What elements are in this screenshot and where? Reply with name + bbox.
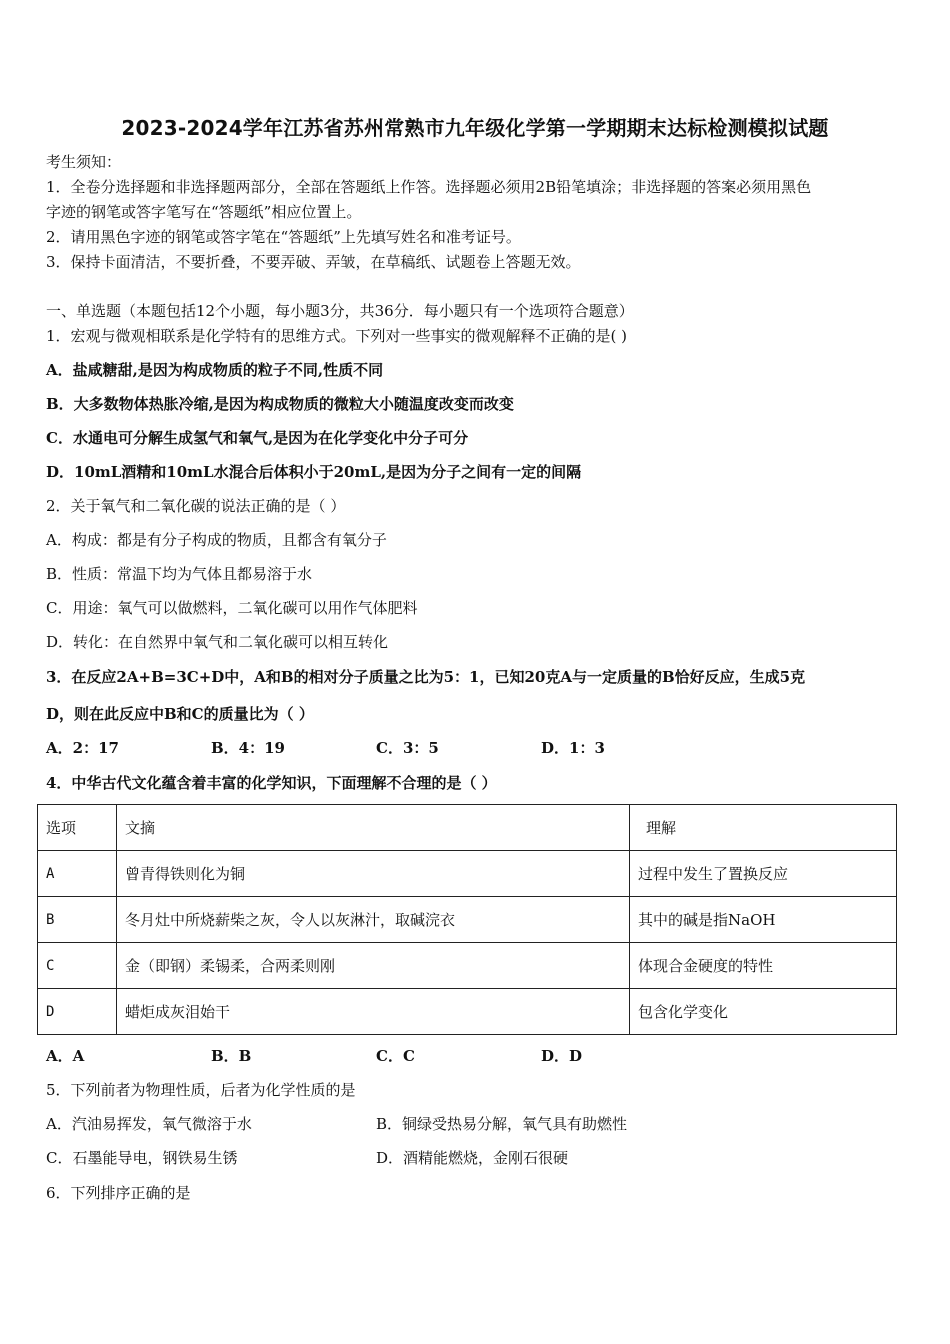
table-cell: A <box>38 851 117 897</box>
question-3-stem-line2: D，则在此反应中B和C的质量比为（ ） <box>46 705 314 723</box>
question-5-stem: 5．下列前者为物理性质，后者为化学性质的是 <box>46 1081 356 1099</box>
notice-heading: 考生须知： <box>46 153 122 171</box>
question-3-option-a: A．2：17 <box>46 739 119 757</box>
table-cell: D <box>38 989 117 1035</box>
table-header-label: 理解 <box>646 819 677 837</box>
question-1-option-b: B．大多数物体热胀冷缩,是因为构成物质的微粒大小随温度改变而改变 <box>46 395 514 413</box>
question-1-option-a: A．盐咸糖甜,是因为构成物质的粒子不同,性质不同 <box>46 361 384 379</box>
table-cell: 其中的碱是指NaOH <box>630 897 897 943</box>
question-4-stem: 4．中华古代文化蕴含着丰富的化学知识，下面理解不合理的是（ ） <box>46 774 497 792</box>
question-4-option-c: C．C <box>376 1047 415 1065</box>
question-4-option-a: A．A <box>46 1047 85 1065</box>
question-4-option-d: D．D <box>541 1047 583 1065</box>
question-5-option-b: B．铜绿受热易分解，氧气具有助燃性 <box>376 1115 628 1133</box>
table-row <box>38 943 897 989</box>
question-2-option-d: D．转化：在自然界中氧气和二氧化碳可以相互转化 <box>46 633 389 651</box>
question-1-option-d: D．10mL酒精和10mL水混合后体积小于20mL,是因为分子之间有一定的间隔 <box>46 463 582 481</box>
table-header-cell <box>630 805 897 851</box>
table-cell: C <box>38 943 117 989</box>
question-3-stem-line1: 3．在反应2A+B=3C+D中，A和B的相对分子质量之比为5：1，已知20克A与一定质量的B恰好反应，生成5克 <box>46 668 806 686</box>
notice-item: 2．请用黑色字迹的钢笔或答字笔在“答题纸”上先填写姓名和准考证号。 <box>46 228 521 246</box>
question-2-option-b: B．性质：常温下均为气体且都易溶于水 <box>46 565 313 583</box>
notice-item: 字迹的钢笔或答字笔写在“答题纸”相应位置上。 <box>46 203 362 221</box>
table-row <box>38 851 897 897</box>
question-2-option-a: A．构成：都是有分子构成的物质，且都含有氧分子 <box>46 531 387 549</box>
table-header-cell: 文摘 <box>117 805 630 851</box>
table-row <box>38 989 897 1035</box>
question-1-stem: 1．宏观与微观相联系是化学特有的思维方式。下列对一些事实的微观解释不正确的是( ) <box>46 327 628 345</box>
table-cell: 冬月灶中所烧薪柴之灰，令人以灰淋汁，取碱浣衣 <box>117 897 630 943</box>
question-3-option-c: C．3：5 <box>376 739 439 757</box>
question-5-option-d: D．酒精能燃烧，金刚石很硬 <box>376 1149 569 1167</box>
question-1-option-c: C．水通电可分解生成氢气和氧气,是因为在化学变化中分子可分 <box>46 429 469 447</box>
table-cell: 体现合金硬度的特性 <box>630 943 897 989</box>
question-5-option-c: C．石墨能导电，钢铁易生锈 <box>46 1149 238 1167</box>
notice-item: 3．保持卡面清洁，不要折叠，不要弄破、弄皱，在草稿纸、试题卷上答题无效。 <box>46 253 581 271</box>
table-row <box>38 897 897 943</box>
table-header-row <box>38 805 897 851</box>
question-3-option-d: D．1：3 <box>541 739 605 757</box>
question-4-option-b: B．B <box>211 1047 252 1065</box>
table-cell: 过程中发生了置换反应 <box>630 851 897 897</box>
question-3-option-b: B．4：19 <box>211 739 285 757</box>
question-4-table <box>37 804 897 1035</box>
table-cell: 曾青得铁则化为铜 <box>117 851 630 897</box>
question-2-stem: 2．关于氧气和二氧化碳的说法正确的是（ ） <box>46 497 346 515</box>
question-5-option-a: A．汽油易挥发，氧气微溶于水 <box>46 1115 252 1133</box>
table-header-cell: 选项 <box>38 805 117 851</box>
question-2-option-c: C．用途：氧气可以做燃料，二氧化碳可以用作气体肥料 <box>46 599 418 617</box>
question-6-stem: 6．下列排序正确的是 <box>46 1184 191 1202</box>
notice-item: 1．全卷分选择题和非选择题两部分，全部在答题纸上作答。选择题必须用2B铅笔填涂；非选择题的答案必须用黑色 <box>46 178 812 196</box>
table-cell: 包含化学变化 <box>630 989 897 1035</box>
table-cell: B <box>38 897 117 943</box>
table-cell: 金（即钢）柔锡柔，合两柔则刚 <box>117 943 630 989</box>
exam-title: 2023-2024学年江苏省苏州常熟市九年级化学第一学期期末达标检测模拟试题 <box>121 116 829 140</box>
table-cell: 蜡炬成灰泪始干 <box>117 989 630 1035</box>
section-heading: 一、单选题（本题包括12个小题，每小题3分，共36分．每小题只有一个选项符合题意） <box>46 302 634 320</box>
